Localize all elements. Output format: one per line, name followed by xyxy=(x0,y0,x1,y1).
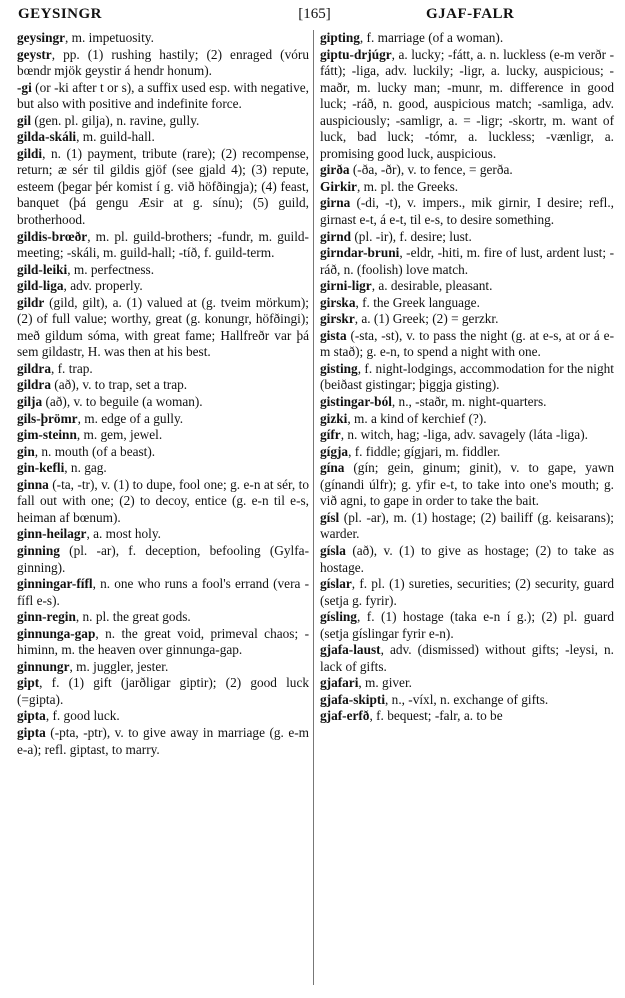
dictionary-entry: gipta, f. good luck. xyxy=(17,708,120,724)
dictionary-entry: girnd (pl. -ir), f. desire; lust. xyxy=(320,228,472,244)
dictionary-entry: girna (-di, -t), v. impers., mik girnir, I desire; refl., girnast e-t, á e-t, til e-s, to desire something. xyxy=(320,195,614,228)
dictionary-entry: ginnunga-gap, n. the great void, primeval chaos; -himinn, m. the heaven over ginnunga-gap. xyxy=(17,625,309,658)
dictionary-entry: geystr, pp. (1) rushing hastily; (2) enraged (vóru bœndr mjök geystir á hendr honum). xyxy=(17,46,309,79)
dictionary-entry: gjaf-erfð, f. bequest; -falr, a. to be xyxy=(320,708,503,724)
dictionary-entry: gilja (að), v. to beguile (a woman). xyxy=(17,394,203,410)
dictionary-entry: gildra (að), v. to trap, set a trap. xyxy=(17,377,188,393)
headword: gísla xyxy=(320,542,346,558)
headword: gjafa-laust xyxy=(320,642,381,658)
headword: girni-ligr xyxy=(320,278,372,294)
headword: girndar-bruni xyxy=(320,245,400,261)
dictionary-entry: gild-liga, adv. properly. xyxy=(17,278,143,294)
headword: gildis-brœðr xyxy=(17,228,88,244)
dictionary-entry: geysingr, m. impetuosity. xyxy=(17,30,154,45)
headword: -gi xyxy=(17,79,32,95)
headword: gisting xyxy=(320,360,358,376)
headword: gistingar-ból xyxy=(320,394,392,410)
dictionary-entry: gífr, n. witch, hag; -liga, adv. savagely (láta -liga). xyxy=(320,427,588,443)
dictionary-entry: gim-steinn, m. gem, jewel. xyxy=(17,427,163,443)
headword: ginnungr xyxy=(17,658,70,674)
headword: girnd xyxy=(320,228,352,244)
left-column xyxy=(17,30,309,758)
dictionary-entry: gjafari, m. giver. xyxy=(320,675,412,691)
dictionary-entry: -gi (or -ki after t or s), a suffix used esp. with negative, but also with positive and indefinite force. xyxy=(17,79,309,112)
headword: gíslar xyxy=(320,576,352,592)
headword: Girkir xyxy=(320,178,357,194)
page-header xyxy=(18,6,611,26)
header-left-guide-word: GEYSINGR xyxy=(18,6,103,22)
dictionary-entry: gildis-brœðr, m. pl. guild-brothers; -fundr, m. guild-meeting; -skáli, m. guild-hall; -tíð, f. guild-term. xyxy=(17,228,309,261)
headword: gildra xyxy=(17,377,51,393)
dictionary-entry: gizki, m. a kind of kerchief (?). xyxy=(320,410,487,426)
dictionary-entry: gíslar, f. pl. (1) sureties, securities; (2) security, guard (setja g. fyrir). xyxy=(320,576,614,608)
dictionary-entry: gildi, n. (1) payment, tribute (rare); (2) recompense, return; æ sér til gildis gjöf (see gjald 4); (3) repute, esteem (þegar þér komist í g. við höfðingja); (4) feast, banquet (þá gengu Æsir at g. sínu); (5) guild, brotherhood. xyxy=(17,145,309,228)
headword: ginningar-fífl xyxy=(17,576,93,592)
dictionary-entry: gin, n. mouth (of a beast). xyxy=(17,443,156,459)
dictionary-entry: gísla (að), v. (1) to give as hostage; (2) to take as hostage. xyxy=(320,542,614,575)
headword: geystr xyxy=(17,46,52,62)
headword: gipting xyxy=(320,30,360,45)
headword: girska xyxy=(320,294,356,310)
dictionary-entry: gildra, f. trap. xyxy=(17,360,93,376)
dictionary-entry: Girkir, m. pl. the Greeks. xyxy=(320,178,459,194)
dictionary-entry: gild-leiki, m. perfectness. xyxy=(17,261,155,277)
headword: gildr xyxy=(17,294,45,310)
headword: ginna xyxy=(17,476,49,492)
headword: gipta xyxy=(17,724,46,740)
dictionary-entry: ginna (-ta, -tr), v. (1) to dupe, fool one; g. e-n at sér, to fall out with one; (2) to decoy, entice (g. e-n til e-s, heiman af bœnum). xyxy=(17,476,309,525)
headword: girna xyxy=(320,195,351,211)
dictionary-entry: ginning (pl. -ar), f. deception, befooling (Gylfa-ginning). xyxy=(17,542,309,575)
headword: girða xyxy=(320,162,350,178)
dictionary-entry: girða (-ða, -ðr), v. to fence, = gerða. xyxy=(320,162,513,178)
dictionary-entry: girndar-bruni, -eldr, -hiti, m. fire of lust, ardent lust; -ráð, n. (foolish) love match. xyxy=(320,245,614,277)
dictionary-entry: gista (-sta, -st), v. to pass the night (g. at e-s, at or á e-m stað); g. e-n, to spend a night with one. xyxy=(320,327,614,360)
dictionary-entry: gipt, f. (1) gift (jarðligar giptir); (2) good luck (=gipta). xyxy=(17,675,309,707)
dictionary-entry: girni-ligr, a. desirable, pleasant. xyxy=(320,278,493,294)
dictionary-entry: ginn-heilagr, a. most holy. xyxy=(17,526,161,542)
headword: gild-leiki xyxy=(17,261,68,277)
headword: gífr xyxy=(320,427,341,443)
headword: ginn-heilagr xyxy=(17,526,87,542)
dictionary-entry: gilda-skáli, m. guild-hall. xyxy=(17,129,155,145)
dictionary-entry: ginningar-fífl, n. one who runs a fool's errand (vera -fífl e-s). xyxy=(17,576,309,608)
dictionary-entry: gígja, f. fiddle; gígjari, m. fiddler. xyxy=(320,443,501,459)
headword: gizki xyxy=(320,410,348,426)
dictionary-entry: gísl (pl. -ar), m. (1) hostage; (2) bailiff (g. keisarans); warder. xyxy=(320,509,614,542)
dictionary-entry: gils-þrömr, m. edge of a gully. xyxy=(17,410,184,426)
headword: gjaf-erfð xyxy=(320,708,370,724)
dictionary-entry: girska, f. the Greek language. xyxy=(320,294,480,310)
dictionary-entry: giptu-drjúgr, a. lucky; -fátt, a. n. luckless (e-m verðr -fátt); -liga, adv. luckily; -ligr, a. lucky, auspicious; -maðr, m. lucky man; -munr, m. difference in good luck; -ráð, n. good, auspicious match; -samliga, adv. auspiciously; -samligr, a. = -ligr; -skortr, m. want of luck, bad luck; -tómr, a. luckless; -vænligr, a. promising good luck, auspicious. xyxy=(320,46,614,161)
page-number: [165] xyxy=(298,6,331,22)
dictionary-entry: girskr, a. (1) Greek; (2) = gerzkr. xyxy=(320,311,499,327)
headword: gísl xyxy=(320,509,340,525)
headword: gin xyxy=(17,443,35,459)
dictionary-entry: ginn-regin, n. pl. the great gods. xyxy=(17,609,191,625)
header-right-guide-word: GJAF-FALR xyxy=(426,6,515,22)
headword: gils-þrömr xyxy=(17,410,78,426)
headword: gipt xyxy=(17,675,40,691)
headword: gin-kefli xyxy=(17,460,65,476)
dictionary-entry: gildr (gild, gilt), a. (1) valued at (g. tveim mörkum); (2) of full value; worthy, great (g. konungr, höfðingi); með gildum sóma, with great fame; Hallfreðr var þá sem gildastr, H. was then at his best. xyxy=(17,294,309,360)
dictionary-entry: gin-kefli, n. gag. xyxy=(17,460,107,476)
dictionary-entry: gína (gín; gein, ginum; ginit), v. to gape, yawn (gínandi úlfr); g. yfir e-t, to take into one's mouth; g. við agni, to gape in order to take the bait. xyxy=(320,460,614,509)
headword: gil xyxy=(17,112,32,128)
dictionary-entry: gipting, f. marriage (of a woman). xyxy=(320,30,504,45)
headword: gísling xyxy=(320,609,357,625)
headword: gilja xyxy=(17,394,43,410)
dictionary-entry: ginnungr, m. juggler, jester. xyxy=(17,658,169,674)
headword: gista xyxy=(320,327,347,343)
dictionary-entry: gjafa-laust, adv. (dismissed) without gifts; -leysi, n. lack of gifts. xyxy=(320,642,614,674)
headword: gildi xyxy=(17,145,43,161)
headword: gjafa-skipti xyxy=(320,691,386,707)
headword: gígja xyxy=(320,443,349,459)
headword: gild-liga xyxy=(17,278,64,294)
right-column xyxy=(320,30,614,725)
headword: gildra xyxy=(17,360,51,376)
dictionary-entry: gistingar-ból, n., -staðr, m. night-quarters. xyxy=(320,394,547,410)
headword: ginn-regin xyxy=(17,609,76,625)
dictionary-entry: gjafa-skipti, n., -víxl, n. exchange of gifts. xyxy=(320,691,549,707)
headword: gína xyxy=(320,460,345,476)
dictionary-entry: gipta (-pta, -ptr), v. to give away in marriage (g. e-m e-a); refl. giptast, to marry. xyxy=(17,724,309,757)
headword: gipta xyxy=(17,708,46,724)
dictionary-entry: gil (gen. pl. gilja), n. ravine, gully. xyxy=(17,112,200,128)
dictionary-entry: gísling, f. (1) hostage (taka e-n í g.); (2) pl. guard (setja gíslingar fyrir e-n). xyxy=(320,609,614,641)
headword: giptu-drjúgr xyxy=(320,46,392,62)
headword: girskr xyxy=(320,311,355,327)
headword: ginnunga-gap xyxy=(17,625,96,641)
headword: gjafari xyxy=(320,675,359,691)
headword: gilda-skáli xyxy=(17,129,77,145)
headword: ginning xyxy=(17,542,60,558)
headword: gim-steinn xyxy=(17,427,77,443)
dictionary-entry: gisting, f. night-lodgings, accommodation for the night (beiðast gistingar; þiggja gisting). xyxy=(320,360,614,393)
headword: geysingr xyxy=(17,30,66,45)
